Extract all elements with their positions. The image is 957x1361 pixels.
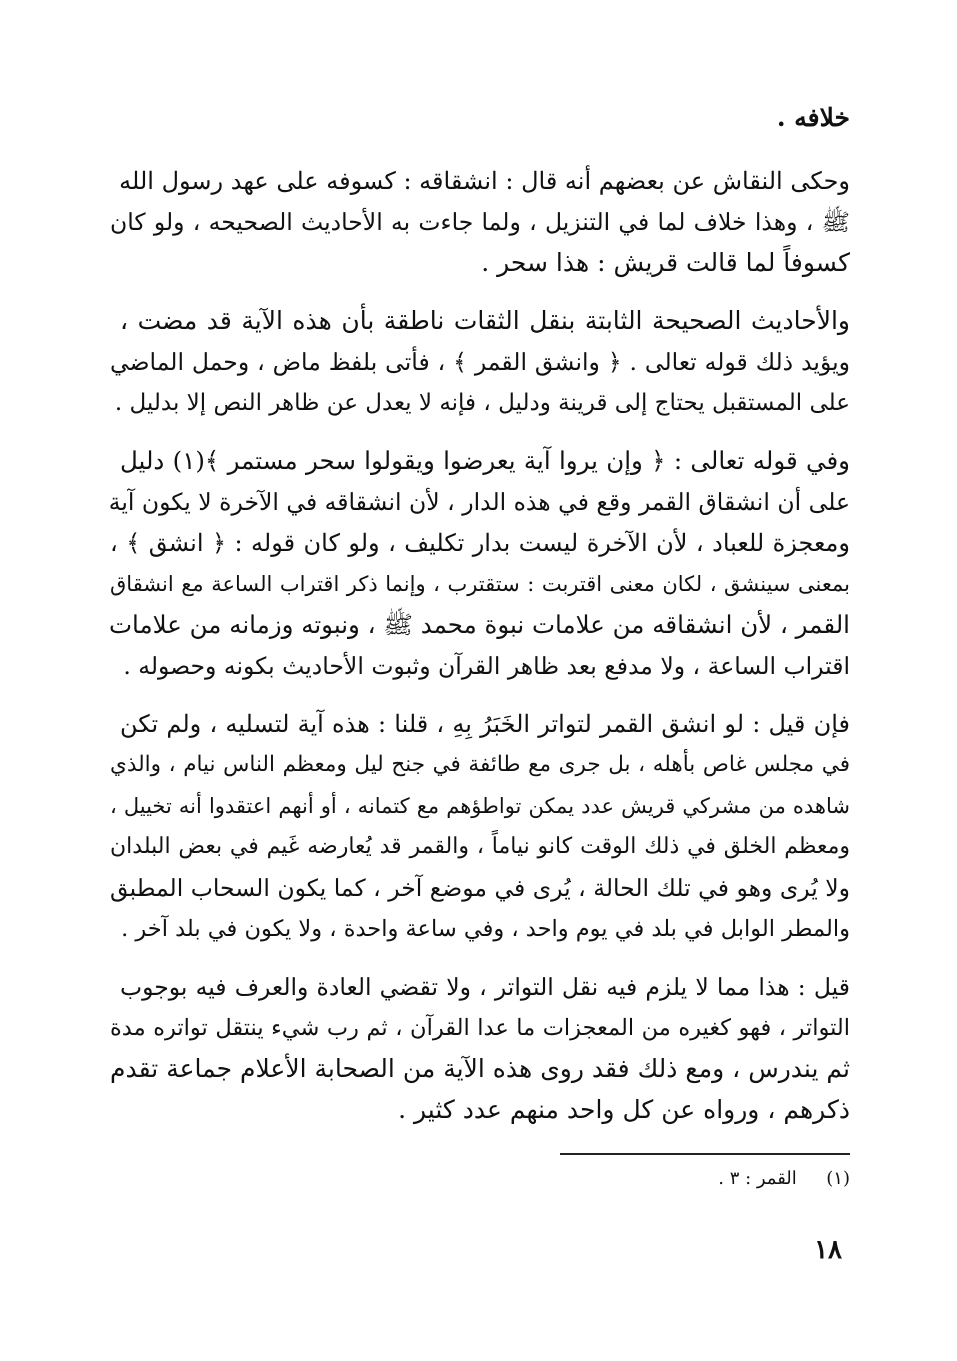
paragraph-3-line-3: ومعجزة للعباد ، لأن الآخرة ليست بدار تكليف ، ولو كان قوله : ﴿ انشق ﴾ ، xyxy=(110,529,850,557)
footnote-text: القمر : ٣ . xyxy=(718,1168,797,1189)
paragraph-4-line-4: ومعظم الخلق في ذلك الوقت كانو نياماً ، والقمر قد يُعارضه غَيم في بعض البلدان xyxy=(110,834,850,859)
paragraph-4-line-3: شاهده من مشركي قريش عدد يمكن تواطؤهم مع كتمانه ، أو أنهم اعتقدوا أنه تخييل ، xyxy=(110,794,850,818)
paragraph-4-line-2: في مجلس غاص بأهله ، بل جرى مع طائفة في جنح ليل ومعظم الناس نيام ، والذي xyxy=(110,752,850,777)
paragraph-3-line-4: بمعنى سينشق ، لكان معنى اقتربت : ستقترب ، وإنما ذكر اقتراب الساعة مع انشقاق xyxy=(110,572,850,596)
paragraph-1-line-3: كسوفاً لما قالت قريش : هذا سحر . xyxy=(481,248,850,277)
footnote xyxy=(718,1166,850,1192)
paragraph-2-line-1: والأحاديث الصحيحة الثابتة بنقل الثقات ناطقة بأن هذه الآية قد مضت ، xyxy=(120,306,850,335)
paragraph-5-line-4: ذكرهم ، ورواه عن كل واحد منهم عدد كثير . xyxy=(398,1095,850,1124)
paragraph-3-line-2: على أن انشقاق القمر وقع في هذه الدار ، لأن انشقاقه في الآخرة لا يكون آية xyxy=(108,488,850,516)
paragraph-5-line-2: التواتر ، فهو كغيره من المعجزات ما عدا القرآن ، ثم رب شيء ينتقل تواتره مدة xyxy=(110,1015,850,1041)
paragraph-3-line-5: القمر ، لأن انشقاقه من علامات نبوة محمد ﷺ ، ونبوته وزمانه من علامات xyxy=(108,610,850,639)
paragraph-5-line-3: ثم يندرس ، ومع ذلك فقد روى هذه الآية من الصحابة الأعلام جماعة تقدم xyxy=(110,1054,850,1083)
paragraph-1-line-2: ﷺ ، وهذا خلاف لما في التنزيل ، ولما جاءت به الأحاديث الصحيحه ، ولو كان xyxy=(110,208,850,236)
paragraph-3-line-6: اقتراب الساعة ، ولا مدفع بعد ظاهر القرآن وثبوت الأحاديث بكونه وحصوله . xyxy=(123,652,850,680)
paragraph-5-line-1: قيل : هذا مما لا يلزم فيه نقل التواتر ، ولا تقضي العادة والعرف فيه بوجوب xyxy=(120,973,850,1001)
page-number: ١٨ xyxy=(814,1235,842,1265)
paragraph-4-line-5: ولا يُرى وهو في تلك الحالة ، يُرى في موضع آخر ، كما يكون السحاب المطبق xyxy=(110,874,850,902)
continuation-line: خلافه . xyxy=(776,103,850,132)
footnote-number: (١) xyxy=(826,1168,850,1189)
paragraph-2-line-3: على المستقبل يحتاج إلى قرينة ودليل ، فإنه لا يعدل عن ظاهر النص إلا بدليل . xyxy=(114,390,850,416)
paragraph-4-line-1: فإن قيل : لو انشق القمر لتواتر الخَبَرُ بِهِ ، قلنا : هذه آية لتسليه ، ولم تكن xyxy=(120,710,850,738)
book-page xyxy=(110,0,850,1361)
paragraph-1-line-1: وحكى النقاش عن بعضهم أنه قال : انشقاقه : كسوفه على عهد رسول الله xyxy=(119,167,850,195)
paragraph-4-line-6: والمطر الوابل في بلد في يوم واحد ، وفي ساعة واحدة ، ولا يكون في بلد آخر . xyxy=(121,916,850,942)
paragraph-2-line-2: ويؤيد ذلك قوله تعالى . ﴿ وانشق القمر ﴾ ، فأتى بلفظ ماض ، وحمل الماضي xyxy=(110,348,850,376)
paragraph-3-line-1: وفي قوله تعالى : ﴿ وإن يروا آية يعرضوا ويقولوا سحر مستمر ﴾(١) دليل xyxy=(120,446,850,475)
footnote-divider xyxy=(560,1153,850,1155)
